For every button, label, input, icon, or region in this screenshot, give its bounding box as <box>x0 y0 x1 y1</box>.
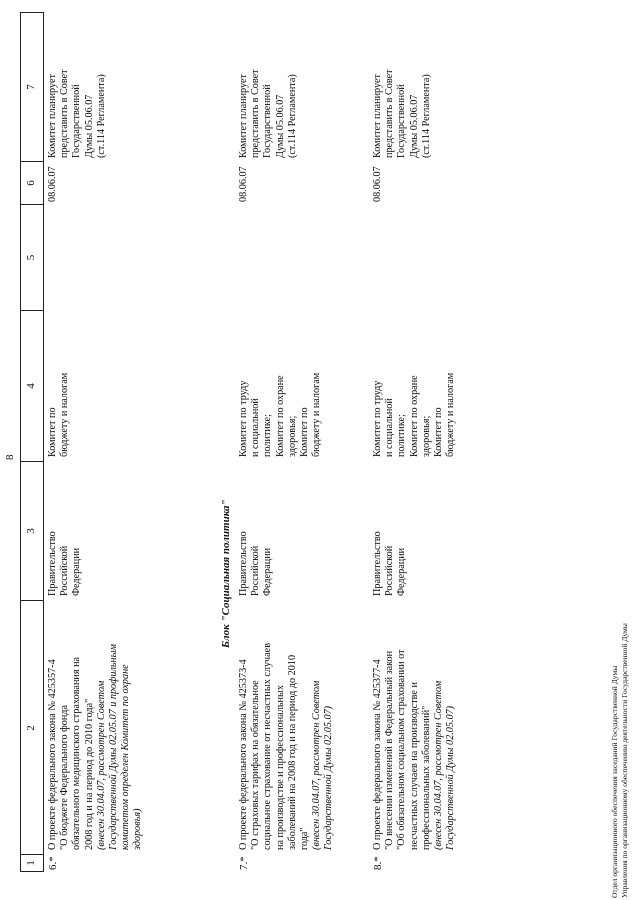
row-result: Комитет планирует представить в Совет Государственной Думы 05.06.07 (ст.114 Регламента) <box>238 69 298 158</box>
row-author: Правительство Российской Федерации <box>47 531 83 596</box>
row-result: Комитет планирует представить в Совет Государственной Думы 05.06.07 (ст.114 Регламента) <box>47 69 107 158</box>
page-number: 8 <box>4 454 16 460</box>
row-number: 6.* <box>47 856 59 870</box>
row-committee: Комитет по бюджету и налогам <box>47 372 71 457</box>
row-number: 7.* <box>238 856 250 870</box>
row-description: "О страховых тарифах на обязательное социальное страхование от несчастных случаев на производстве и профессиональных заболеваний на 2008 год и на период до 2010 года" <box>250 642 311 850</box>
row-description: "О внесении изменений в Федеральный закон "Об обязательном социальном страховании от несчастных случаев на производстве и профессиональных заболеваний" <box>384 649 432 850</box>
col-header-2: 2 <box>20 600 44 855</box>
col-header-6: 6 <box>20 161 44 204</box>
row-title: О проекте федерального закона № 425357-4 "О бюджете Федерального фонда обязательного медицинского страхования на 2008 год и на период до 2010 года" (внесен 30.04.07, рассмотрен Советом Государственной Думы 02.05.07 и профильным комитетом определен Комитет по охране здоровья) <box>47 644 144 850</box>
footer-line-2: Управления по организационному обеспечению деятельности Государственной Думы <box>620 623 629 898</box>
row-date: 08.06.07 <box>372 166 383 202</box>
col-header-4: 4 <box>20 310 44 461</box>
row-description: "О бюджете Федерального фонда обязательного медицинского страхования на 2008 год и на период до 2010 года" <box>59 656 95 850</box>
section-heading: Блок "Социальная политика" <box>220 499 232 648</box>
col-header-3: 3 <box>20 461 44 600</box>
row-note: (внесен 30.04.07, рассмотрен Советом Государственной Думы 02.05.07 и профильным комитетом определен Комитет по охране здоровья) <box>95 644 144 850</box>
row-title: О проекте федерального закона № 425377-4 "О внесении изменений в Федеральный закон "Об обязательном социальном страховании от несчастных случаев на производстве и профессиональных заболеваний" (внесен 30.04.07, рассмотрен Советом Государственной Думы 02.05.07) <box>372 649 457 850</box>
agenda-table <box>20 12 475 872</box>
row-date: 08.06.07 <box>47 166 58 202</box>
col-header-7: 7 <box>20 12 44 161</box>
row-title: О проекте федерального закона № 425373-4 "О страховых тарифах на обязательное социальное страхование от несчастных случаев на производстве и профессиональных заболеваний на 2008 год и на период до 2010 года" (внесен 30.04.07, рассмотрен Советом Государственной Думы 02.05.07) <box>238 642 335 850</box>
row-author: Правительство Российской Федерации <box>238 531 274 596</box>
row-author: Правительство Российской Федерации <box>372 531 408 596</box>
col-header-1: 1 <box>20 854 44 872</box>
row-date: 08.06.07 <box>238 166 249 202</box>
row-number: 8.* <box>372 856 384 870</box>
row-note: (внесен 30.04.07, рассмотрен Советом Государственной Думы 02.05.07) <box>433 680 457 850</box>
footer-line-1: Отдел организационного обеспечения заседаний Государственной Думы <box>610 665 619 898</box>
row-result: Комитет планирует представить в Совет Государственной Думы 05.06.07 (ст.114 Регламента) <box>372 69 432 158</box>
row-note: (внесен 30.04.07, рассмотрен Советом Государственной Думы 02.05.07) <box>311 680 335 850</box>
row-committee: Комитет по труду и социальной политике; Комитет по охране здоровья; Комитет по бюджету и налогам <box>238 372 323 457</box>
col-header-5: 5 <box>20 204 44 310</box>
row-committee: Комитет по труду и социальной политике; Комитет по охране здоровья; Комитет по бюджету и налогам <box>372 372 457 457</box>
